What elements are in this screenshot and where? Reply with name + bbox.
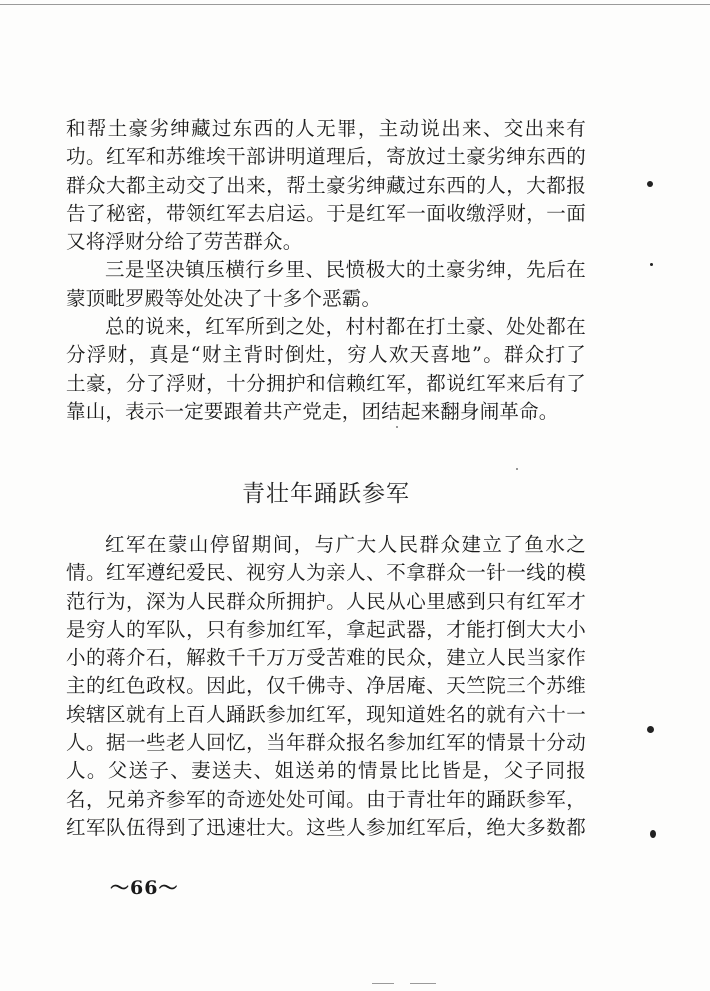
- paragraph-3-line-2: 分浮财，真是“财主背时倒灶，穷人欢天喜地”。群众打了: [66, 343, 586, 367]
- paragraph-3-line-1: 总的说来，红军所到之处，村村都在打土豪、处处都在: [105, 315, 586, 339]
- scan-speck: [396, 426, 398, 428]
- paragraph-1-line-4: 告了秘密，带领红军去启运。于是红军一面收缴浮财，一面: [66, 201, 586, 225]
- paragraph-4-line-7: 埃辖区就有上百人踊跃参加红军，现知道姓名的就有六十一: [66, 702, 586, 726]
- scan-bottom-mark: [410, 983, 436, 984]
- paragraph-1-line-3: 群众大都主动交了出来，帮土豪劣绅藏过东西的人，大都报: [66, 173, 586, 197]
- paragraph-4-line-6: 主的红色政权。因此，仅千佛寺、净居庵、天竺院三个苏维: [66, 674, 586, 698]
- paragraph-4-line-10: 名，兄弟齐参军的奇迹处处可闻。由于青壮年的踊跃参军，: [66, 787, 586, 811]
- paragraph-1-line-5: 又将浮财分给了劳苦群众。: [66, 230, 303, 254]
- paragraph-2-line-1: 三是坚决镇压横行乡里、民愤极大的土豪劣绅，先后在: [105, 258, 586, 282]
- scan-speck-dot: [647, 181, 653, 187]
- paragraph-4-line-2: 情。红军遵纪爱民、视穷人为亲人、不拿群众一针一线的模: [66, 561, 586, 585]
- page-number: ～66～: [110, 877, 179, 899]
- paragraph-4-line-11: 红军队伍得到了迅速壮大。这些人参加红军后，绝大多数都: [66, 815, 586, 839]
- paragraph-3-line-3: 土豪，分了浮财，十分拥护和信赖红军，都说红军来后有了: [66, 371, 586, 395]
- paragraph-4-line-5: 小的蒋介石，解救千千万万受苦难的民众，建立人民当家作: [66, 646, 586, 670]
- paragraph-4-line-4: 是穷人的军队，只有参加红军，拿起武器，才能打倒大大小: [66, 617, 586, 641]
- scan-speck-dot: [650, 830, 656, 838]
- scan-speck: [516, 468, 518, 470]
- section-heading: 青壮年踊跃参军: [242, 481, 410, 507]
- scan-speck-dot: [647, 726, 654, 733]
- scan-bottom-mark: [372, 983, 394, 984]
- paragraph-3-line-4: 靠山，表示一定要跟着共产党走，团结起来翻身闹革命。: [66, 399, 559, 423]
- lower-text-block: [66, 531, 586, 842]
- paragraph-4-line-1: 红军在蒙山停留期间，与广大人民群众建立了鱼水之: [105, 533, 586, 556]
- paragraph-4-line-8: 人。据一些老人回忆，当年群众报名参加红军的情景十分动: [66, 731, 586, 755]
- scan-top-edge: [0, 4, 710, 5]
- scan-speck-dot: [650, 263, 653, 266]
- paragraph-2-line-2: 蒙顶毗罗殿等处处决了十多个恶霸。: [66, 286, 382, 310]
- paragraph-4-line-3: 范行为，深为人民群众所拥护。人民从心里感到只有红军才: [66, 589, 586, 613]
- upper-text-block: [66, 115, 586, 426]
- paragraph-4-line-9: 人。父送子、妻送夫、姐送弟的情景比比皆是，父子同报: [66, 759, 586, 783]
- paragraph-1-line-2: 功。红军和苏维埃干部讲明道理后，寄放过土豪劣绅东西的: [66, 145, 586, 169]
- paragraph-1-line-1: 和帮土豪劣绅藏过东西的人无罪，主动说出来、交出来有: [66, 117, 586, 140]
